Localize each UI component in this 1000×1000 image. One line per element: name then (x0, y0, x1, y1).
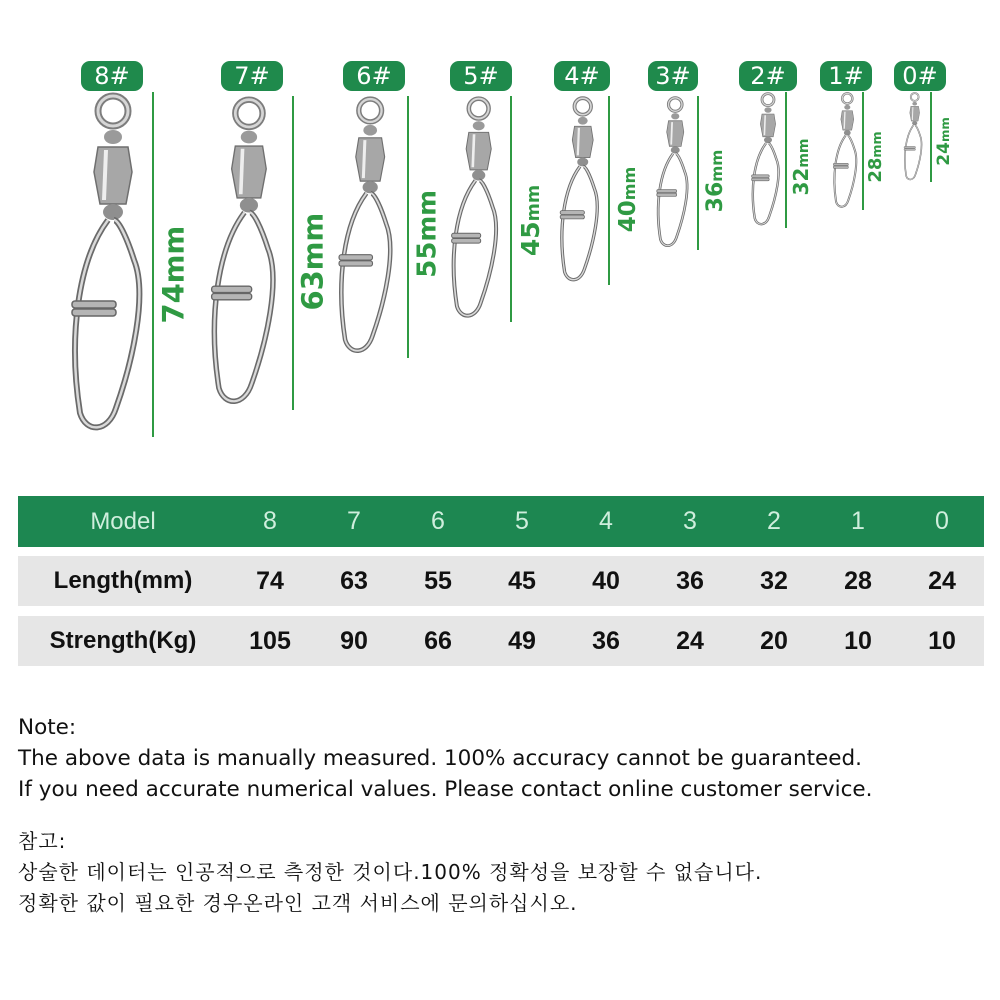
model-cell: 6 (431, 507, 445, 535)
length-unit: mm (707, 149, 726, 182)
length-dimension-label (933, 117, 954, 166)
model-cell: 4 (599, 507, 613, 535)
length-cell: 32 (760, 566, 788, 595)
model-cell: 2 (767, 507, 781, 535)
size-badge: 0# (894, 61, 946, 91)
note-title: Note: (18, 715, 77, 740)
snap-swivel-icon (558, 96, 608, 285)
length-dimension-label (865, 131, 887, 183)
length-value: 28 (864, 157, 886, 183)
strength-row (18, 616, 984, 666)
swivel-size-chart (0, 0, 1000, 470)
length-row-label: Length(mm) (53, 567, 193, 594)
size-badge: 7# (221, 61, 283, 91)
strength-cell: 105 (249, 626, 291, 655)
snap-swivel-icon (903, 92, 926, 182)
length-value: 32 (789, 167, 813, 196)
note-line: If you need accurate numerical values. Please contact online customer service. (18, 777, 873, 802)
dimension-line (930, 92, 932, 182)
korean-note-title: 참고: (18, 829, 67, 853)
length-dimension-label (156, 226, 191, 324)
length-value: 74 (156, 283, 191, 324)
model-cell: 0 (935, 507, 949, 535)
length-unit: mm (297, 212, 330, 271)
strength-row-label: Strength(Kg) (49, 627, 197, 654)
snap-swivel-icon (655, 96, 696, 250)
strength-cell: 49 (508, 626, 536, 655)
strength-cell: 10 (928, 626, 956, 655)
dimension-line (152, 92, 154, 437)
snap-swivel-icon (208, 96, 290, 410)
length-unit: mm (523, 184, 544, 222)
length-dimension-label (789, 138, 813, 196)
length-row (18, 556, 984, 606)
length-dimension-label (614, 167, 641, 234)
length-cell: 40 (592, 566, 620, 595)
size-badge: 3# (648, 61, 698, 91)
strength-cell: 90 (340, 626, 368, 655)
length-cell: 45 (508, 566, 536, 595)
length-unit: mm (619, 167, 639, 201)
length-value: 63 (295, 270, 330, 311)
length-unit: mm (158, 226, 191, 284)
size-badge: 1# (820, 61, 872, 91)
korean-note-block (18, 826, 988, 919)
snap-swivel-icon (832, 92, 863, 210)
size-badge: 6# (343, 61, 405, 91)
dimension-line (407, 96, 409, 358)
size-badge: 8# (81, 61, 143, 91)
model-cell: 5 (515, 507, 529, 535)
strength-cell: 10 (844, 626, 872, 655)
length-cell: 24 (928, 566, 956, 595)
length-unit: mm (868, 131, 884, 158)
korean-note-line: 정확한 값이 필요한 경우온라인 고객 서비스에 문의하십시오. (18, 891, 578, 915)
note-line: The above data is manually measured. 100% accuracy cannot be guaranteed. (18, 746, 862, 771)
length-dimension-label (412, 190, 443, 278)
dimension-line (697, 96, 699, 250)
model-cell: 1 (851, 507, 865, 535)
size-badge: 2# (739, 61, 797, 91)
length-value: 40 (614, 200, 641, 233)
length-dimension-label (516, 184, 545, 257)
length-unit: mm (796, 138, 812, 168)
length-cell: 63 (340, 566, 368, 595)
table-header-row (18, 496, 984, 547)
model-cell: 3 (683, 507, 697, 535)
korean-note-line: 상술한 데이터는 인공적으로 측정한 것이다.100% 정확성을 보장할 수 없습니다. (18, 860, 763, 884)
dimension-line (510, 96, 512, 322)
strength-cell: 66 (424, 626, 452, 655)
length-cell: 74 (256, 566, 284, 595)
size-badge: 4# (554, 61, 610, 91)
dimension-line (862, 92, 864, 210)
dimension-line (608, 96, 610, 285)
strength-cell: 36 (592, 626, 620, 655)
length-value: 45 (515, 221, 545, 256)
snap-swivel-icon (68, 92, 158, 437)
length-cell: 36 (676, 566, 704, 595)
length-cell: 28 (844, 566, 872, 595)
model-cell: 7 (347, 507, 361, 535)
length-dimension-label (295, 212, 330, 311)
model-header-label: Model (90, 507, 156, 535)
length-value: 24 (934, 142, 955, 166)
snap-swivel-icon (750, 92, 786, 228)
dimension-line (785, 92, 787, 228)
length-cell: 55 (424, 566, 452, 595)
length-dimension-label (703, 149, 729, 213)
length-unit: mm (412, 190, 442, 242)
length-unit: mm (938, 117, 953, 143)
strength-cell: 20 (760, 626, 788, 655)
model-cell: 8 (263, 507, 277, 535)
note-block (18, 712, 988, 805)
dimension-line (292, 96, 294, 410)
length-value: 36 (702, 181, 728, 213)
size-badge: 5# (450, 61, 512, 91)
length-value: 55 (412, 241, 443, 278)
strength-cell: 24 (676, 626, 704, 655)
snap-swivel-icon (449, 96, 508, 322)
snap-swivel-icon (336, 96, 404, 358)
